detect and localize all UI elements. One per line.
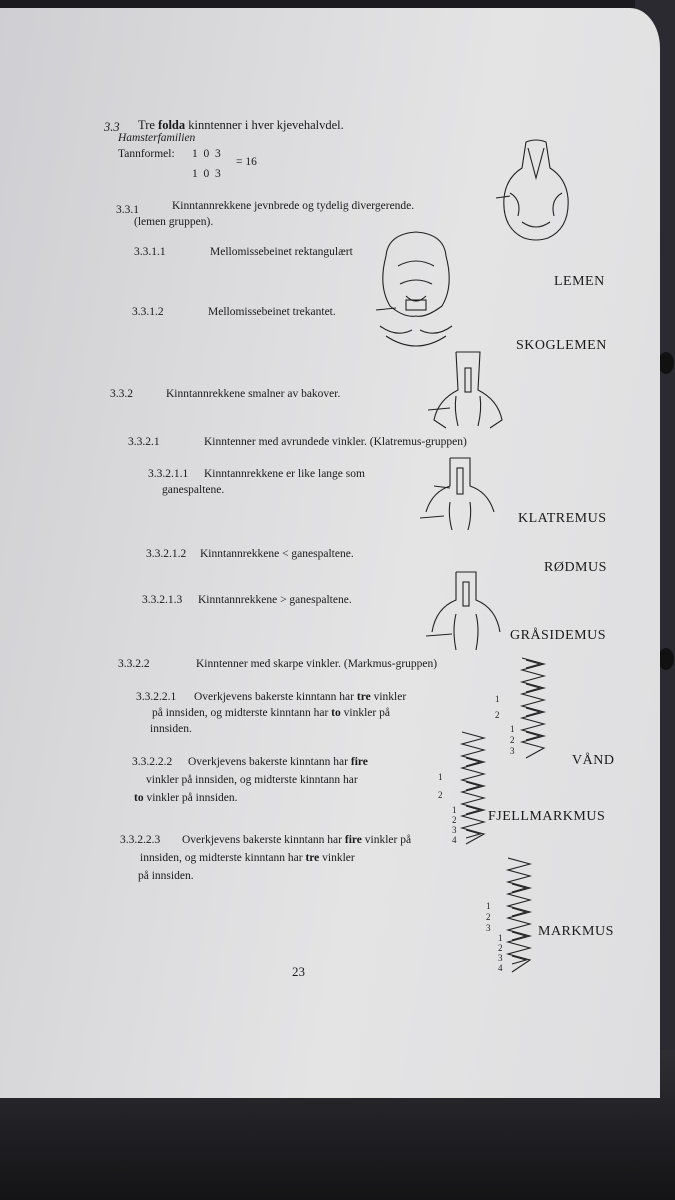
- tooth-marker: 4: [498, 963, 503, 973]
- skull-illustration-lemen: [376, 226, 466, 366]
- section-text: Kinntannrekkene < ganespaltene.: [200, 548, 354, 560]
- tooth-marker: 3: [486, 923, 491, 933]
- section-number: 3.3.1.1: [134, 246, 166, 258]
- page-number: 23: [292, 964, 305, 979]
- section-text: ganespaltene.: [162, 484, 225, 496]
- species-label-skoglemen: SKOGLEMEN: [516, 338, 607, 353]
- tooth-row-vand: [518, 654, 548, 764]
- species-label-rodmus: RØDMUS: [544, 560, 607, 575]
- tooth-marker: 1: [486, 901, 491, 911]
- tooth-row-fjellmarkmus: [458, 728, 488, 848]
- section-text: Kinntenner med skarpe vinkler. (Markmus-gruppen): [196, 658, 438, 670]
- section-text: Overkjevens bakerste kinntann har fire vinkler på: [182, 834, 412, 846]
- species-label-vand: VÅND: [572, 753, 615, 768]
- tooth-marker: 2: [498, 943, 503, 953]
- tooth-marker: 1: [452, 805, 457, 815]
- formula-bottom: 1 0 3: [192, 168, 221, 180]
- tooth-marker: 2: [438, 790, 443, 800]
- section-text: Kinntenner med avrundede vinkler. (Klatremus-gruppen): [204, 436, 467, 448]
- section-heading: Tre folda kinntenner i hver kjevehalvdel.: [138, 118, 344, 132]
- tooth-marker: 2: [510, 735, 515, 745]
- section-text: Kinntannrekkene smalner av bakover.: [166, 388, 341, 400]
- section-text: Mellomissebeinet trekantet.: [208, 306, 336, 318]
- section-text: Kinntannrekkene jevnbrede og tydelig divergerende.: [172, 200, 415, 212]
- section-number: 3.3: [104, 120, 120, 134]
- document-page: [0, 8, 660, 1098]
- binder-hole: [658, 352, 674, 374]
- tooth-marker: 3: [498, 953, 503, 963]
- section-text: (lemen gruppen).: [134, 216, 214, 228]
- tooth-marker: 1: [510, 724, 515, 734]
- section-number: 3.3.2: [110, 388, 133, 400]
- section-number: 3.3.2.1.1: [148, 468, 189, 480]
- tooth-marker: 3: [510, 746, 515, 756]
- tooth-marker: 1: [438, 772, 443, 782]
- species-label-klatremus: KLATREMUS: [518, 511, 607, 526]
- tooth-marker: 2: [486, 912, 491, 922]
- section-number: 3.3.2.2.3: [120, 834, 161, 846]
- section-text: Kinntannrekkene > ganespaltene.: [198, 594, 352, 606]
- section-number: 3.3.1: [116, 204, 139, 216]
- species-label-fjellmarkmus: FJELLMARKMUS: [488, 809, 606, 824]
- section-text: Overkjevens bakerste kinntann har fire: [188, 756, 368, 768]
- formula-label: Tannformel:: [118, 148, 175, 160]
- section-number: 3.3.2.1.2: [146, 548, 187, 560]
- species-label-lemen: LEMEN: [554, 274, 605, 289]
- skull-illustration-klatremus: [420, 456, 500, 536]
- section-number: 3.3.2.1.3: [142, 594, 183, 606]
- binder-hole: [658, 648, 674, 670]
- species-label-grasidemus: GRÅSIDEMUS: [510, 628, 607, 643]
- section-text: på innsiden.: [138, 870, 194, 882]
- tooth-marker: 2: [495, 710, 500, 720]
- tooth-marker: 1: [498, 933, 503, 943]
- tooth-row-markmus: [502, 854, 536, 976]
- tooth-marker: 2: [452, 815, 457, 825]
- section-text: Mellomissebeinet rektangulært: [210, 246, 353, 258]
- tooth-marker: 4: [452, 835, 457, 845]
- skull-illustration-grasidemus: [426, 570, 506, 654]
- section-number: 3.3.2.1: [128, 436, 160, 448]
- section-number: 3.3.2.2.2: [132, 756, 173, 768]
- skull-illustration-palate: [428, 350, 508, 430]
- section-text: vinkler på innsiden, og midterste kinntann har: [146, 774, 358, 786]
- skull-illustration-hamster: [496, 138, 576, 248]
- section-number: 3.3.2.2: [118, 658, 150, 670]
- section-number: 3.3.2.2.1: [136, 691, 177, 703]
- formula-top: 1 0 3: [192, 148, 221, 160]
- section-text: innsiden.: [150, 723, 192, 735]
- section-text: på innsiden, og midterste kinntann har to vinkler på: [152, 707, 390, 719]
- tooth-marker: 3: [452, 825, 457, 835]
- section-text: Kinntannrekkene er like lange som: [204, 468, 365, 480]
- formula-result: = 16: [236, 156, 257, 168]
- section-text: innsiden, og midterste kinntann har tre vinkler: [140, 852, 355, 864]
- species-label-markmus: MARKMUS: [538, 924, 614, 939]
- tooth-marker: 1: [495, 694, 500, 704]
- section-text: to vinkler på innsiden.: [134, 792, 238, 804]
- section-text: Overkjevens bakerste kinntann har tre vinkler: [194, 691, 407, 703]
- family-name: Hamsterfamilien: [118, 132, 196, 144]
- section-number: 3.3.1.2: [132, 306, 164, 318]
